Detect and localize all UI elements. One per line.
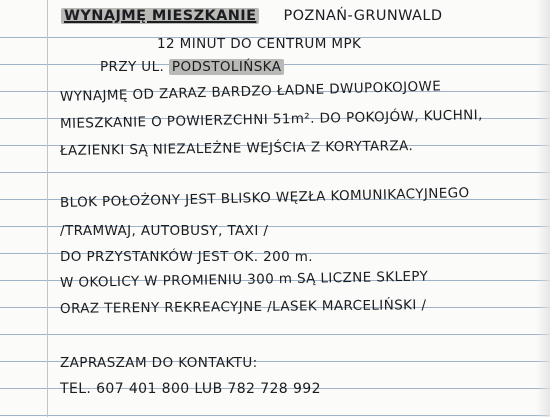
street-line — [100, 59, 284, 75]
body-line-3: ŁAZIENKI SĄ NIEZALEŻNE WEJŚCIA Z KORYTARZA. — [59, 138, 414, 159]
body-line-6: DO PRZYSTANKÓW JEST OK. 200 m. — [60, 249, 313, 265]
body-line-5: /TRAMWAJ, AUTOBUSY, TAXI / — [60, 223, 269, 239]
street-prefix: PRZY UL. — [100, 59, 165, 75]
street-name: PODSTOLIŃSKA — [169, 59, 284, 75]
body-line-8: ORAZ TERENY REKREACYJNE /LASEK MARCELIŃSKI / — [59, 297, 427, 317]
commute-line: 12 MINUT DO CENTRUM MPK — [157, 36, 362, 52]
body-line-7: W OKOLICY W PROMIENIU 300 m SĄ LICZNE SKLEPY — [59, 268, 429, 291]
contact-invite: ZAPRASZAM DO KONTAKTU: — [60, 355, 258, 371]
ad-title: WYNAJMĘ MIESZKANIE — [61, 8, 259, 24]
body-line-1: WYNAJMĘ OD ZARAZ BARDZO ŁADNE DWUPOKOJOWE — [59, 78, 442, 105]
contact-phones: TEL. 607 401 800 LUB 782 728 992 — [60, 381, 321, 397]
page-margin-line — [47, 0, 48, 417]
body-line-4: BLOK POŁOŻONY JEST BLISKO WĘZŁA KOMUNIKACYJNEGO — [59, 184, 470, 211]
header-row-1 — [61, 8, 442, 24]
ad-location: POZNAŃ-GRUNWALD — [283, 8, 443, 24]
body-line-2: MIESZKANIE O POWIERZCHNI 51m². DO POKOJÓW, KUCHNI, — [59, 107, 483, 132]
scan-edge-shadow — [536, 0, 550, 417]
